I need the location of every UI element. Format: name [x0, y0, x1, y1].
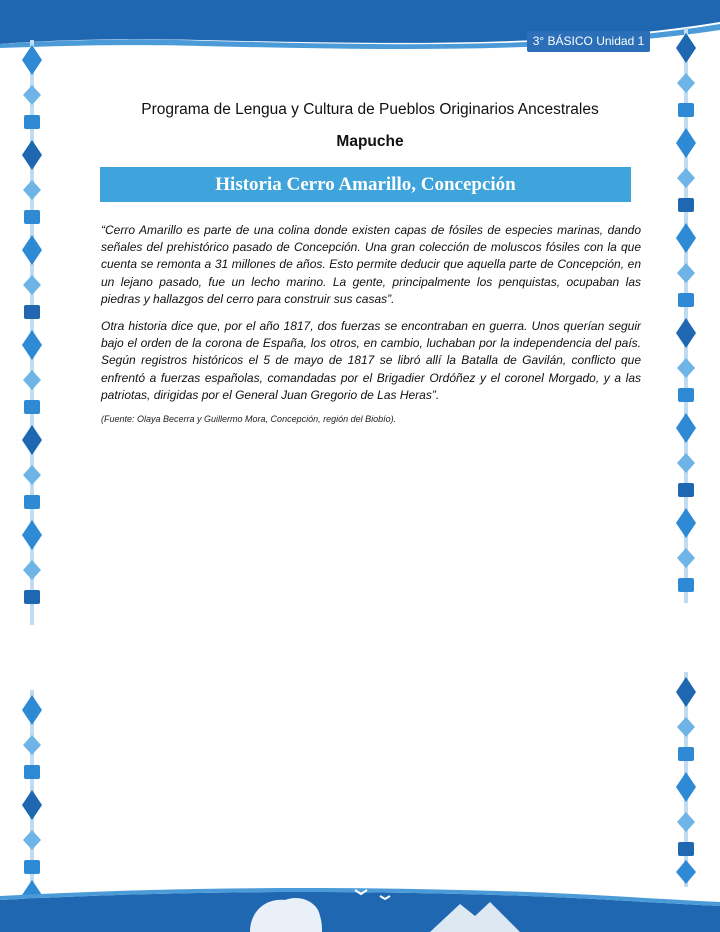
grade-unit-badge: 3° BÁSICO Unidad 1 [527, 31, 650, 52]
story-paragraph-1: “Cerro Amarillo es parte de una colina donde existen capas de fósiles de especies marinas, dando señales del prehistórico pasado de Concepción. Una gran colección de moluscos fósiles con la que cuenta se remonta a 31 millones de años. Esto permite deducir que aquella parte de Concepción, en un lejano pasado, fue un lecho marino. La gente, principalmente los penquistas, ocupaban las piedras y hallazgos del cerro para construir sus casas”. [101, 223, 641, 306]
bottom-landscape-decoration [0, 872, 720, 932]
story-paragraph-2: Otra historia dice que, por el año 1817, dos fuerzas se encontraban en guerra. Unos querían seguir bajo el orden de la corona de España, los otros, en cambio, luchaban por la independencia del país. Según registros históricos el 5 de mayo de 1817 se libró allí la Batalla de Gavilán, conflicto que enfrentó a fuerzas españolas, comandadas por el Brigadier Ordóñez y el coronel Morgado, y a las patriotas, dirigidas por el General Juan Gregorio de Las Heras”. [101, 319, 641, 402]
program-title: Programa de Lengua y Cultura de Pueblos Originarios Ancestrales [141, 101, 599, 118]
source-citation: (Fuente: Olaya Becerra y Guillermo Mora, Concepción, región del Biobío). [101, 414, 397, 424]
left-border-pattern [21, 40, 43, 625]
culture-heading: Mapuche [336, 133, 404, 150]
story-title: Historia Cerro Amarillo, Concepción [100, 167, 631, 202]
right-border-pattern-lower [675, 672, 697, 887]
